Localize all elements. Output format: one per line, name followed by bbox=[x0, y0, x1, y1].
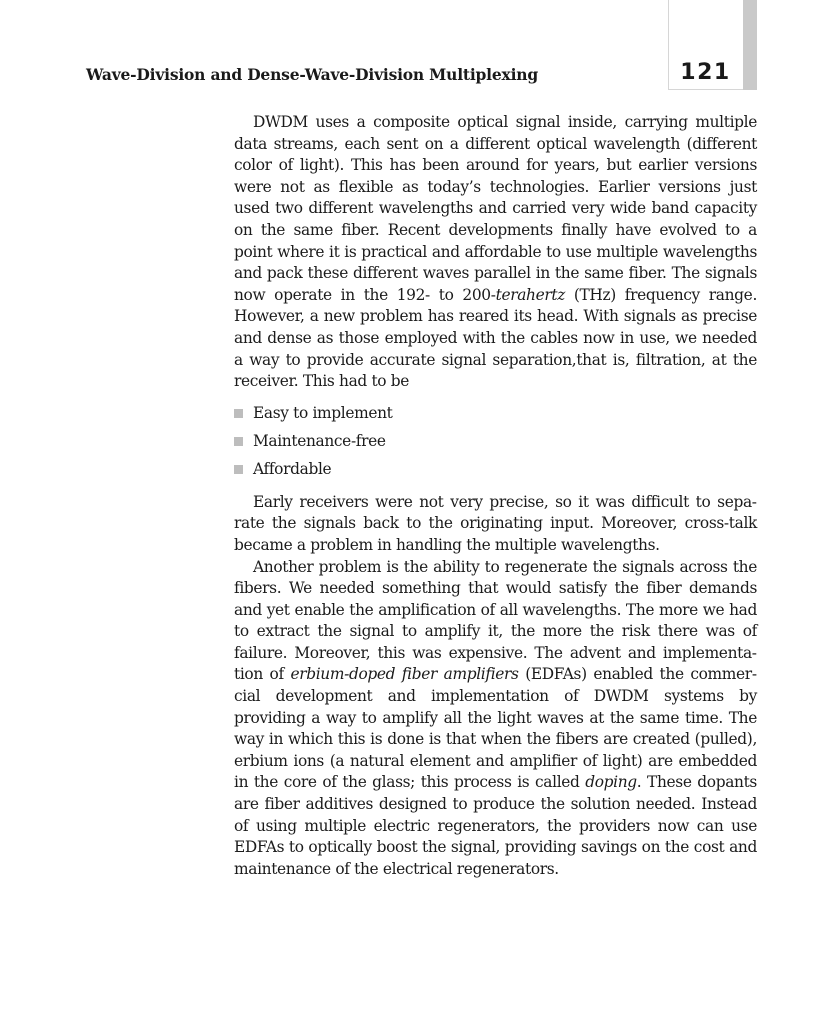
term-doping: doping bbox=[585, 773, 637, 792]
paragraph-1 bbox=[234, 112, 757, 393]
page-edge-tab bbox=[743, 0, 757, 90]
paragraph-3-text-b: (EDFAs) enabled the commercial development and implementation of DWDM systems by providing a way to amplify all the light waves at the same time. The way in which this is done is that when the fibers are created (pulled), erbium ions (a natural element and amplifier of light) are embedded in the core of the glass; this process is called bbox=[234, 665, 758, 792]
list-item-text: Affordable bbox=[253, 459, 332, 478]
square-bullet-icon bbox=[234, 437, 243, 446]
list-item-text: Easy to implement bbox=[253, 403, 393, 422]
running-head: Wave-Division and Dense-Wave-Division Multiplexing bbox=[86, 65, 538, 84]
paragraph-1-text-b: (THz) frequency range. However, a new problem has reared its head. With signals as precise and dense as those employed with the cables now in use, we needed a way to provide accurate signal separation,that is, filtration, at the receiver. This had to be bbox=[234, 285, 757, 391]
list-item-text: Maintenance-free bbox=[253, 431, 386, 450]
square-bullet-icon bbox=[234, 409, 243, 418]
term-edfa: erbium-doped fiber amplifiers bbox=[290, 665, 519, 684]
paragraph-3 bbox=[234, 557, 757, 881]
paragraph-3-text-a: Another problem is the ability to regenerate the signals across the fibers. We needed something that would satisfy the fiber demands and yet enable the amplification of all wavelengths. The more we had to extract the signal to amplify it, the more the risk there was of failure. Moreover, this was expensive. The advent and implementation of bbox=[234, 557, 757, 684]
paragraph-1-text-a: DWDM uses a composite optical signal inside, carrying multiple data streams, each sent on a different optical wavelength (different color of light). This has been around for years, but earlier versions were not as flexible as today’s technologies. Earlier versions just used two different wavelengths and carried very wide band capacity on the same fiber. Recent developments finally have evolved to a point where it is practical and affordable to use multiple wavelengths and pack these different waves parallel in the same fiber. The signals now operate in the 192- to 200- bbox=[234, 113, 757, 304]
paragraph-2: Early receivers were not very precise, so it was difficult to separate the signals back to the originating input. Moreover, cross-talk became a problem in handling the multiple wavelengths. bbox=[234, 492, 757, 554]
paragraph-3-text-c: . These dopants are fiber additives designed to produce the solution needed. Instead of using multiple electric regenerators, the providers now can use EDFAs to optically boost the signal, providing savings on the cost and maintenance of the electrical regenerators. bbox=[234, 773, 757, 878]
term-terahertz: terahertz bbox=[495, 285, 565, 304]
body-text bbox=[234, 112, 757, 880]
square-bullet-icon bbox=[234, 465, 243, 474]
page-number: 121 bbox=[680, 60, 731, 85]
requirements-list bbox=[234, 399, 757, 483]
list-item bbox=[234, 455, 757, 483]
list-item bbox=[234, 399, 757, 427]
list-item bbox=[234, 427, 757, 455]
